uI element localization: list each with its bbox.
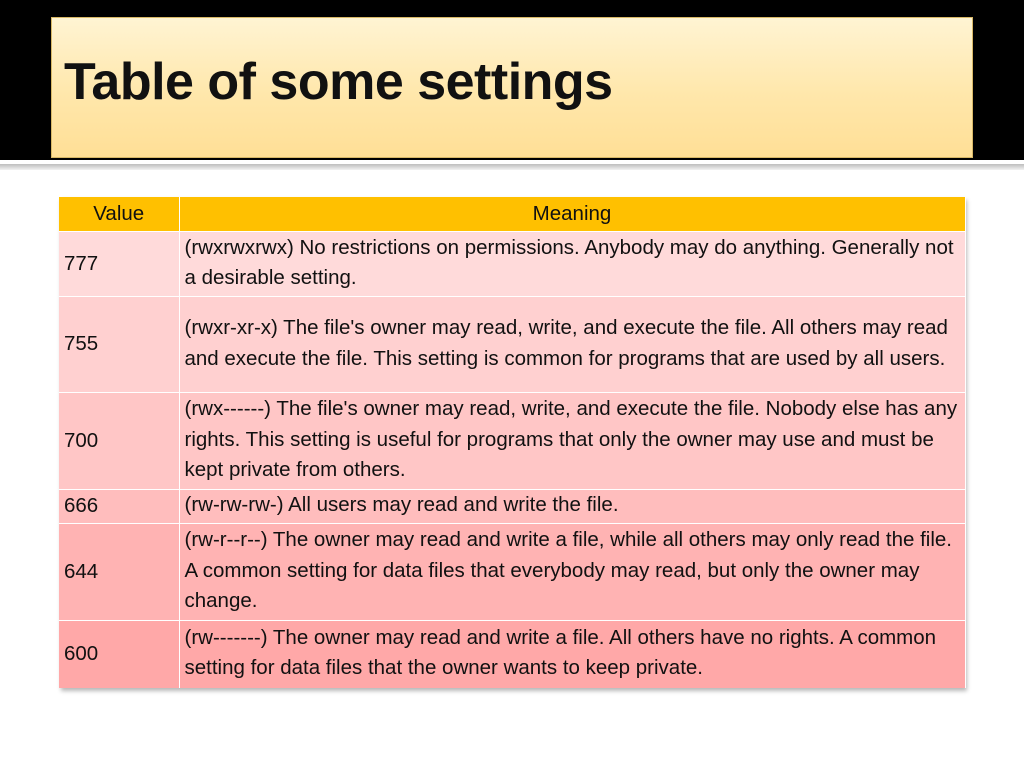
meaning-cell: (rw-------) The owner may read and write a file. All others have no rights. A common setting for data files that the owner wants to keep private. <box>179 621 965 688</box>
table-row <box>59 621 965 688</box>
table-row <box>59 490 965 524</box>
column-header-value: Value <box>59 197 179 232</box>
table-row <box>59 297 965 393</box>
value-cell: 666 <box>59 490 179 524</box>
meaning-cell: (rwx------) The file's owner may read, write, and execute the file. Nobody else has any rights. This setting is useful for programs that only the owner may use and must be kept private from others. <box>179 393 965 490</box>
title-divider <box>0 164 1024 170</box>
table-header-row <box>59 197 965 232</box>
settings-table-container <box>59 197 965 688</box>
value-cell: 600 <box>59 621 179 688</box>
slide-title: Table of some settings <box>64 53 613 111</box>
title-box <box>51 17 973 158</box>
settings-table <box>59 197 966 688</box>
value-cell: 644 <box>59 524 179 621</box>
table-row <box>59 393 965 490</box>
value-cell: 755 <box>59 297 179 393</box>
meaning-cell: (rw-r--r--) The owner may read and write a file, while all others may only read the file. A common setting for data files that everybody may read, but only the owner may change. <box>179 524 965 621</box>
value-cell: 700 <box>59 393 179 490</box>
column-header-meaning: Meaning <box>179 197 965 232</box>
meaning-cell: (rwxr-xr-x) The file's owner may read, write, and execute the file. All others may read and execute the file. This setting is common for programs that are used by all users. <box>179 297 965 393</box>
meaning-cell: (rw-rw-rw-) All users may read and write the file. <box>179 490 965 524</box>
value-cell: 777 <box>59 232 179 297</box>
table-row <box>59 524 965 621</box>
meaning-cell: (rwxrwxrwx) No restrictions on permissions. Anybody may do anything. Generally not a desirable setting. <box>179 232 965 297</box>
table-row <box>59 232 965 297</box>
